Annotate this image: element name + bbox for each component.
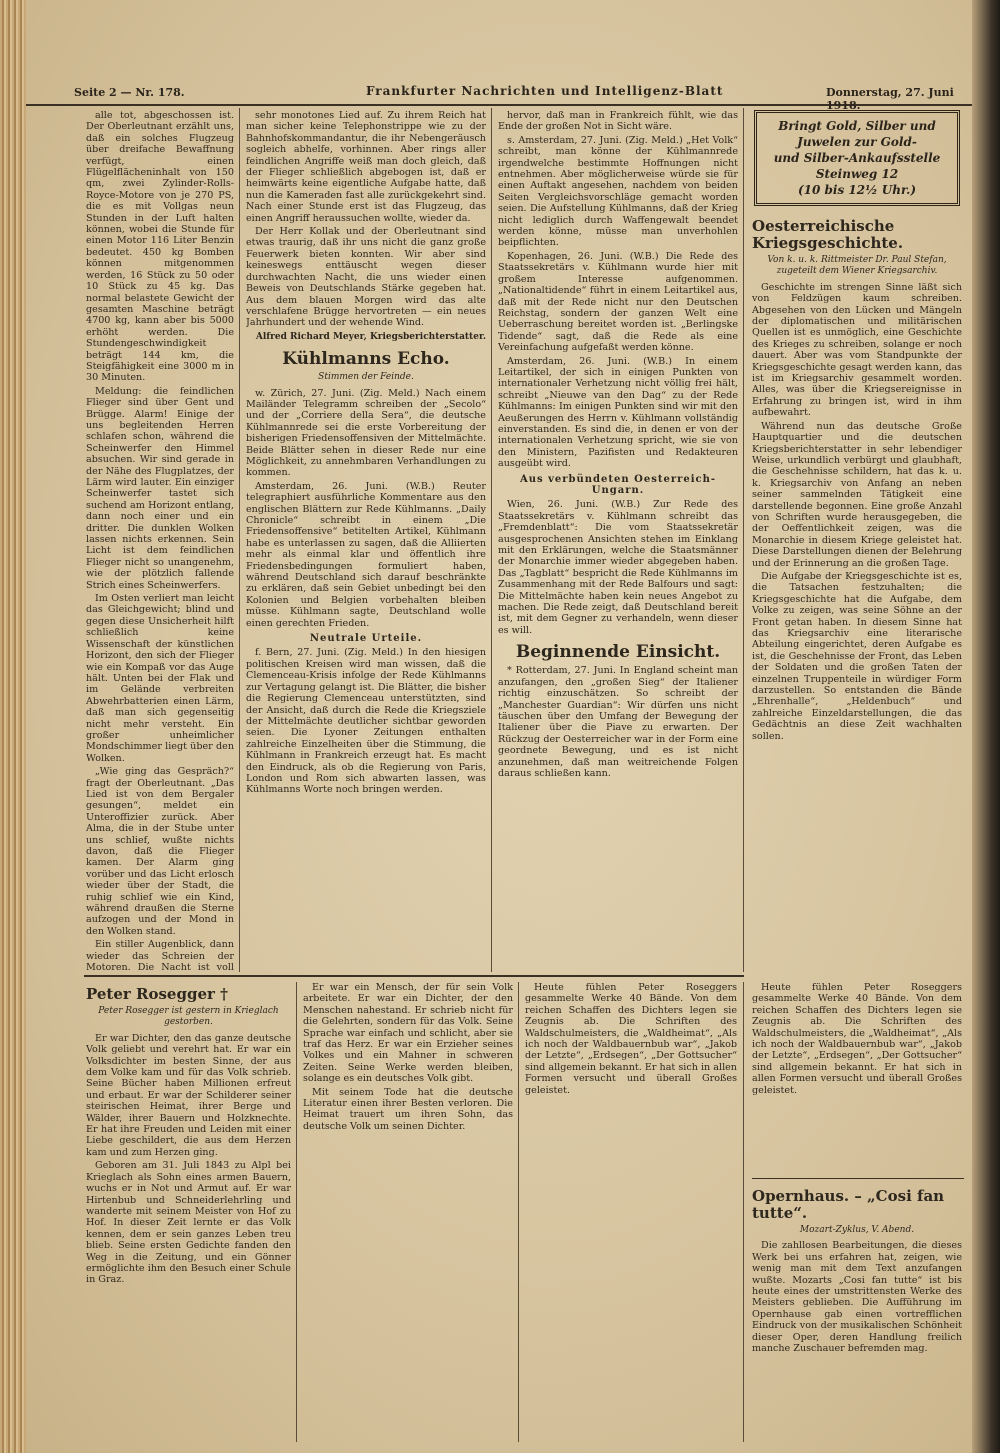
issue-date: Donnerstag, 27. Juni 1918. [826,86,954,112]
section-rule [752,1178,964,1179]
column-rule [491,108,492,972]
paragraph: Die zahllosen Bearbeitungen, die dieses Werk bei uns erfahren hat, zeigen, wie wenig man mit dem Text anzufangen wußte. Mozarts „Cosi fan tutte“ ist bis heute eines der umstrittensten Werke des Meisters geblieben. Die Aufführung im Opernhause gab einen vortrefflichen Eindruck von der musikalischen Schönheit dieser Oper, deren Handlung freilich manche Zuschauer befremden mag. [752,1240,962,1355]
ad-line: Juwelen zur Gold- [797,135,917,149]
paragraph: f. Bern, 27. Juni. (Zig. Meld.) In den hiesigen politischen Kreisen wird man wissen, daß die Clemenceau-Krisis infolge der Rede Kühlmanns zur Vertagung gelangt ist. Die Blätter, die bisher die Regierung Clemenceau unterstützten, sind der Ansicht, daß durch die Rede die Kriegsziele der Mittelmächte deutlicher sichtbar geworden seien. Die Lyoner Zeitungen enthalten zahlreiche Einzelheiten über die Stimmung, die Kühlmann in Frankreich erzeugt hat. Es macht den Eindruck, als ob die Regierung von Paris, London und Rom sich abwarten lassen, was Kühlmanns Worte noch bringen werden. [246,647,486,796]
paragraph: Er war ein Mensch, der für sein Volk arbeitete. Er war ein Dichter, der den Menschen nahestand. Er schrieb nicht für die Gelehrten, sondern für das Volk. Seine Sprache war einfach und schlicht, aber sie traf das Herz. Er war ein Erzieher seines Volkes und ein Mahner in schweren Zeiten. Seine Werke werden bleiben, solange es ein deutsches Volk gibt. [303,982,513,1085]
paragraph: Kopenhagen, 26. Juni. (W.B.) Die Rede des Staatssekretärs v. Kühlmann wurde hier mit großem Interesse aufgenommen. „Nationaltidende“ führt in einem Leitartikel aus, daß mit der Rede nicht nur den Deutschen Reichstag, sondern der ganzen Welt eine Ueberraschung bereitet worden ist. „Berlingske Tidende“ sagt, daß die Rede als eine Vereinfachung aufgefaßt werden könne. [498,250,738,354]
opera-review [752,1184,962,1442]
column-rule [296,982,297,1442]
paragraph: Geboren am 31. Juli 1843 zu Alpl bei Krieglach als Sohn eines armen Bauern, wuchs er in Not und Armut auf. Er war Hirtenbub und Schneiderlehrling und wanderte mit seinem Meister von Hof zu Hof. In dieser Zeit lernte er das Volk kennen, dem er sein ganzes Leben treu blieb. Seine ersten Gedichte fanden den Weg in die Zeitung, und ein Gönner ermöglichte ihm den Besuch einer Schule in Graz. [86,1160,291,1286]
page-number: Seite 2 — Nr. 178. [74,86,185,99]
column-rule [239,108,240,972]
masthead: Frankfurter Nachrichten und Intelligenz-Blatt [366,84,724,98]
paragraph: Mit seinem Tode hat die deutsche Literatur einen ihrer Besten verloren. Die Heimat trauert um ihren Sohn, das deutsche Volk um seinen Dichter. [303,1086,513,1132]
page-shadow-edge [972,0,1000,1453]
paragraph: hervor, daß man in Frankreich fühlt, wie das Ende der großen Not in Sicht wäre. [498,110,738,133]
column-rule [518,982,519,1442]
section-subheading: Neutrale Urteile. [309,633,423,645]
article-column-1 [86,110,234,972]
article-title: Peter Rosegger † [86,985,228,1003]
paragraph: Amsterdam, 26. Juni. (W.B.) Reuter telegraphiert ausführliche Kommentare aus den englischen Blättern zur Rede Kühlmanns. „Daily Chronicle“ schreibt in einem „Die Friedensoffensive“ betitelten Artikel, Kühlmann habe es unterlassen zu sagen, daß die Alliierten mehr als einmal klar und öffentlich ihre Friedensbedingungen formuliert haben, während Deutschland sich darauf beschränkte zu erklären, daß sein Gebiet unbedingt bei den Kolonien und Belgien vorbehalten bleiben müsse. Kühlmann sagte, Deutschland wolle einen gerechten Frieden. [246,480,486,629]
book-binding-edge [0,0,26,1453]
paragraph: Im Osten verliert man leicht das Gleichgewicht; blind und gegen diese Unsicherheit hilft schließlich keine Wissenschaft der künstlichen Horizont, den sich der Flieger wie ein Kompaß vor das Auge hält. Unten bei der Flak und im Gelände verbreiten Abwehrbatterien einen Lärm, daß man sich gegenseitig nicht mehr versteht. Ein großer unheimlicher Mondschimmer liegt über den Wolken. [86,593,234,764]
article-subtitle: Mozart-Zyklus, V. Abend. [799,1225,915,1235]
article-subtitle: Peter Rosegger ist gestern in Krieglach gestorben. [98,1006,279,1028]
article-title: Oesterreichische Kriegsgeschichte. [752,217,904,252]
obituary-column-1 [86,982,291,1442]
ad-line: und Silber-Ankaufsstelle Steinweg 12 [773,151,941,181]
obituary-column-2 [303,982,513,1442]
paragraph: Amsterdam, 26. Juni. (W.B.) In einem Leitartikel, der sich in einigen Punkten von internationaler Verhetzung nicht völlig frei hält, schreibt „Nieuwe van den Dag“ zu der Rede Kühlmanns: Im einigen Punkten sind wir mit den Aeußerungen des Herrn v. Kühlmann vollständig einverstanden. Es sind die, in denen er von der internationalen Verhetzung spricht, wie sie von den Ministern, Pazifisten und Redakteuren ausgeübt wird. [498,355,738,470]
article-column-4 [752,214,962,972]
paragraph: sehr monotones Lied auf. Zu ihrem Reich hat man sicher keine Telephonstrippe wie zu der Bahnhofskommandantur, die ihr Nebengeräusch sogleich abhelfe, vorhinnen. Aber rings aller feindlichen Angriffe weiß man doch gleich, daß der Flieger schließlich abgebogen ist, daß er heimwärts keine eigentliche Aufgabe hatte, daß nun die Kameraden fast alle zurückgekehrt sind. Nach einer Stunde erst ist das Flugzeug, das einen Angriff heraussuchen wollte, wieder da. [246,110,486,224]
paragraph: * Rotterdam, 27. Juni. In England scheint man anzufangen, den „großen Sieg“ der Italiener richtig einzuschätzen. So schreibt der „Manchester Guardian“: Wir dürfen uns nicht täuschen über den Umfang der Bewegung der Italiener über die Piave zu erwarten. Der Rückzug der Oesterreicher war in der Form eine geordnete Bewegung, und es ist nicht anzunehmen, daß man weitreichende Folgen daraus schließen kann. [498,665,738,779]
paragraph: alle tot, abgeschossen ist. Der Oberleutnant erzählt uns, daß ein solches Flugzeug über dreifache Bewaffnung verfügt, einen Flügelflächeninhalt von 150 qm, zwei Zylinder-Rolls-Royce-Motore von je 270 PS, die es mit Vollgas neun Stunden in der Luft halten können, wobei die Stunde für einen Motor 116 Liter Benzin bedeutet. 450 kg Bomben können mitgenommen werden, 16 Stück zu 50 oder 10 Stück zu 45 kg. Das normal belastete Gewicht der gesamten Maschine beträgt 4700 kg, kann aber bis 5000 erhöht werden. Die Stundengeschwindigkeit beträgt 144 km, die Steigfähigkeit eine 3000 m in 30 Minuten. [86,110,234,384]
author-signature: Alfred Richard Meyer, Kriegsberichterstatter. [255,331,486,342]
paragraph: Er war Dichter, den das ganze deutsche Volk geliebt und verehrt hat. Er war ein Volksdichter im besten Sinne, der aus dem Volke kam und für das Volk schrieb. Seine Bücher haben Millionen erfreut und erbaut. Er war der Schilderer seiner steirischen Heimat, ihrer Berge und Wälder, ihrer Bauern und Holzknechte. Er hat ihre Freuden und Leiden mit einer Liebe geschildert, die aus dem Herzen kam und zum Herzen ging. [86,1032,291,1158]
article-title: Kühlmanns Echo. [282,349,450,370]
paragraph: Der Herr Kollak und der Oberleutnant sind etwas traurig, daß ihr uns nicht die ganz große Feuerwerk bieten konnten. Wir aber sind keineswegs enttäuscht wegen dieser durchwachten Nacht, die uns wieder einen Beweis von Deutschlands Stärke gegeben hat. Aus dem blauen Morgen wird das alte verschlafene Brügge hervortreten — ein neues Jahrhundert und der wehende Wind. [246,226,486,329]
section-subheading: Aus verbündeten Oesterreich-Ungarn. [519,473,717,496]
article-column-3 [498,110,738,972]
obituary-column-3 [525,982,737,1442]
paragraph: Während nun das deutsche Große Hauptquartier und die deutschen Kriegsberichterstatter in sehr lebendiger Weise, urkundlich verbürgt und glaubhaft, die Geschehnisse schildern, hat das k. u. k. Kriegsarchiv von Anfang an neben seiner sammelnden Tätigkeit eine darstellende begonnen. Eine große Anzahl von Schriften wurde herausgegeben, die der Oeffentlichkeit zeigen, was die Monarchie in diesem Kriege geleistet hat. Diese Darstellungen dienen der Belehrung und der Erinnerung an die großen Tage. [752,420,962,569]
paragraph: Meldung: die feindlichen Flieger sind über Gent und Brügge. Alarm! Einige der uns begleitenden Herren schlafen schon, während die Scheinwerfer den Himmel absuchen. Wir sind gerade in der Nähe des Flugplatzes, der Lärm wird lauter. Ein einziger Scheinwerfer tastet sich suchend am Horizont entlang, dann noch einer und ein dritter. Die dunklen Wolken lassen nichts erkennen. Sein Licht ist dem feindlichen Flieger nicht so unangenehm, wie der plötzlich fallende Strich eines Scheinwerfers. [86,385,234,591]
paragraph: Heute fühlen Peter Roseggers gesammelte Werke 40 Bände. Von dem reichen Schaffen des Dichters legen sie Zeugnis ab. Die Schriften des Waldschulmeisters, die „Waldheimat“, „Als ich noch der Waldbauernbub war“, „Jakob der Letzte“, „Erdsegen“, „Der Gottsucher“ sind allgemein bekannt. Er hat sich in allen Formen versucht und überall Großes geleistet. [525,982,737,1096]
article-column-2 [246,110,486,972]
paragraph: s. Amsterdam, 27. Juni. (Zig. Meld.) „Het Volk“ schreibt, man könne der Kühlmannrede irgendwelche bestimmte Hoffnungen nicht entnehmen. Aber möglicherweise würde sie für einen Auftakt angesehen, nachdem von beiden Seiten Vergleichsvorschläge gemacht worden seien. Die Aufstellung Kühlmanns, daß der Krieg nicht lediglich durch Waffengewalt beendet werden könne, müsse man unverhohlen beipflichten. [498,134,738,249]
page-header [26,74,972,112]
ad-line: (10 bis 12½ Uhr.) [797,183,917,197]
article-title: Opernhaus. – „Cosi fan tutte“. [752,1187,945,1222]
paragraph: Heute fühlen Peter Roseggers gesammelte Werke 40 Bände. Von dem reichen Schaffen des Dichters legen sie Zeugnis ab. Die Schriften des Waldschulmeisters, die „Waldheimat“, „Als ich noch der Waldbauernbub war“, „Jakob der Letzte“, „Erdsegen“, „Der Gottsucher“ sind allgemein bekannt. Er hat sich in allen Formen versucht und überall Großes geleistet. [752,982,962,1096]
column-rule [743,982,744,1442]
paragraph: Wien, 26. Juni. (W.B.) Zur Rede des Staatssekretärs v. Kühlmann schreibt das „Fremdenblatt“: Die vom Staatssekretär ausgesprochenen Ansichten stehen im Einklang mit den Erklärungen, welche die Staatsmänner der Monarchie immer wieder abgegeben haben. Das „Tagblatt“ bespricht die Rede Kühlmanns im Zusammenhang mit der Rede Balfours und sagt: Die Mittelmächte haben kein neues Angebot zu machen. Die Rede zeigt, daß Deutschland bereit ist, mit dem Gegner zu verhandeln, wenn dieser es will. [498,499,738,636]
newspaper-page [26,0,972,1453]
article-subtitle: Stimmen der Feinde. [318,372,414,383]
ad-line: Bringt Gold, Silber und [778,119,936,133]
paragraph: Die Aufgabe der Kriegsgeschichte ist es, die Tatsachen festzuhalten; die Kriegsgeschichte hat die Aufgabe, dem Volke zu zeigen, was seine Söhne an der Front getan haben. In diesem Sinne hat das Kriegsarchiv eine literarische Abteilung eingerichtet, deren Aufgabe es ist, die Geschehnisse der Front, das Leben der Soldaten und die großen Taten der einzelnen Truppenteile in würdiger Form darzustellen. So entstanden die Bände „Ehrenhalle“, „Heldenbuch“ und zahlreiche Einzeldarstellungen, die das Gedächtnis an diese Zeit wachhalten sollen. [752,570,962,742]
advertisement-box [754,110,960,206]
paragraph: Ein stiller Augenblick, dann wieder das Schreien der Motoren. Die Nacht ist voll [86,939,234,972]
paragraph: „Wie ging das Gespräch?“ fragt der Oberleutnant. „Das Lied ist von dem Bergaler gesungen“, meldet ein Unteroffizier zurück. Aber Alma, die in der Stube unter uns schlief, wußte nichts davon, daß die Flieger kamen. Der Alarm ging vorüber und das Licht erlosch wieder über der Stadt, die ruhig schlief wie ein Kind, während draußen die Sterne aufzogen und der Mond in den Wolken stand. [86,766,234,937]
paragraph: w. Zürich, 27. Juni. (Zig. Meld.) Nach einem Mailänder Telegramm schreiben der „Secolo“ und der „Corriere della Sera“, die deutsche Kühlmannrede sei die erste Vorbereitung der bisherigen Friedensoffensiven der Mittelmächte. Beide Blätter sehen in dieser Rede nur eine Möglichkeit, zu annehmbaren Verhandlungen zu kommen. [246,387,486,479]
column-rule [743,108,744,972]
obituary-continuation [752,982,962,1172]
article-title: Beginnende Einsicht. [515,642,721,663]
paragraph: Geschichte im strengen Sinne läßt sich von Feldzügen kaum schreiben. Abgesehen von den Lücken und Mängeln der diplomatischen und militärischen Quellen ist es unmöglich, eine Geschichte des Krieges zu schreiben, solange er noch dauert. Aber was vom Standpunkte der Kriegsgeschichte gesagt werden kann, das ist im Kriegsarchiv gesammelt worden. Alles, was über die Kriegsereignisse in Erfahrung zu bringen ist, wird in ihm aufbewahrt. [752,281,962,419]
section-rule [84,975,744,977]
article-byline: Von k. u. k. Rittmeister Dr. Paul Stefan, zugeteilt dem Wiener Kriegsarchiv. [767,255,947,277]
